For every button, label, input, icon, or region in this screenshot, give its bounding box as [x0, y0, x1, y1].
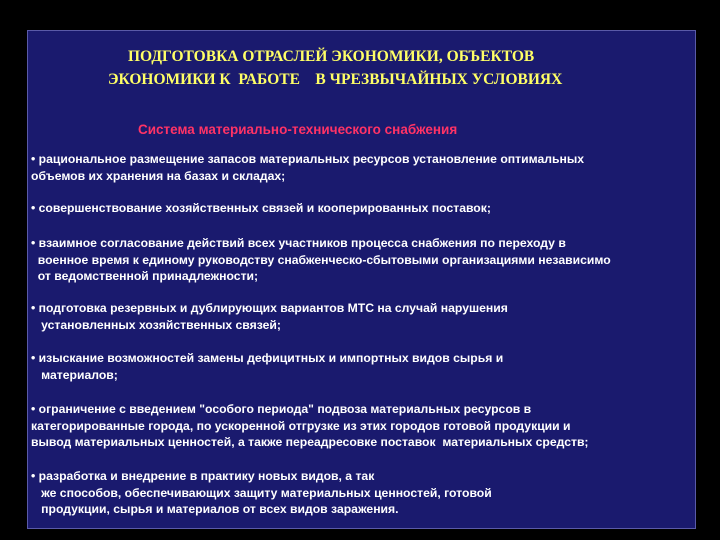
list-item-6-line-2: категорированные города, по ускоренной отгрузке из этих городов готовой продукции и — [31, 418, 571, 433]
list-item-5-line-1: • изыскание возможностей замены дефицитных и импортных видов сырья и — [31, 351, 504, 365]
list-item-2-line-1: • совершенствование хозяйственных связей и кооперированных поставок; — [31, 201, 491, 215]
list-item-4-line-1: • подготовка резервных и дублирующих вариантов МТС на случай нарушения — [31, 301, 508, 315]
list-item-2 — [31, 200, 491, 217]
list-item-3-line-2: военное время к единому руководству снабженческо-сбытовыми организациями независимо — [31, 252, 611, 267]
list-item-4 — [31, 300, 508, 333]
list-item-1-line-1: • рациональное размещение запасов материальных ресурсов установление оптимальных — [31, 152, 585, 166]
section-subtitle: Система материально-технического снабжения — [138, 122, 458, 137]
list-item-6 — [31, 401, 589, 451]
list-item-3 — [31, 235, 611, 285]
list-item-6-line-1: • ограничение с введением "особого периода" подвоза материальных ресурсов в — [31, 402, 532, 416]
list-item-4-line-2: установленных хозяйственных связей; — [31, 317, 281, 332]
list-item-6-line-3: вывод материальных ценностей, а также переадресовке поставок материальных средств; — [31, 435, 589, 449]
list-item-5 — [31, 350, 503, 383]
slide-title-line-2: ЭКОНОМИКИ К РАБОТЕ В ЧРЕЗВЫЧАЙНЫХ УСЛОВИЯХ — [108, 71, 563, 88]
slide-panel — [27, 30, 696, 529]
list-item-7 — [31, 468, 492, 518]
list-item-1-line-2: объемов их хранения на базах и складах; — [31, 168, 286, 183]
list-item-1 — [31, 151, 584, 184]
list-item-5-line-2: материалов; — [31, 367, 118, 382]
list-item-7-line-3: продукции, сырья и материалов от всех видов заражения. — [31, 502, 399, 516]
slide-title-line-1: ПОДГОТОВКА ОТРАСЛЕЙ ЭКОНОМИКИ, ОБЪЕКТОВ — [128, 48, 535, 65]
list-item-7-line-2: же способов, обеспечивающих защиту материальных ценностей, готовой — [31, 485, 492, 500]
list-item-7-line-1: • разработка и внедрение в практику новых видов, а так — [31, 469, 375, 483]
list-item-3-line-3: от ведомственной принадлежности; — [31, 269, 259, 283]
list-item-3-line-1: • взаимное согласование действий всех участников процесса снабжения по переходу в — [31, 236, 566, 250]
